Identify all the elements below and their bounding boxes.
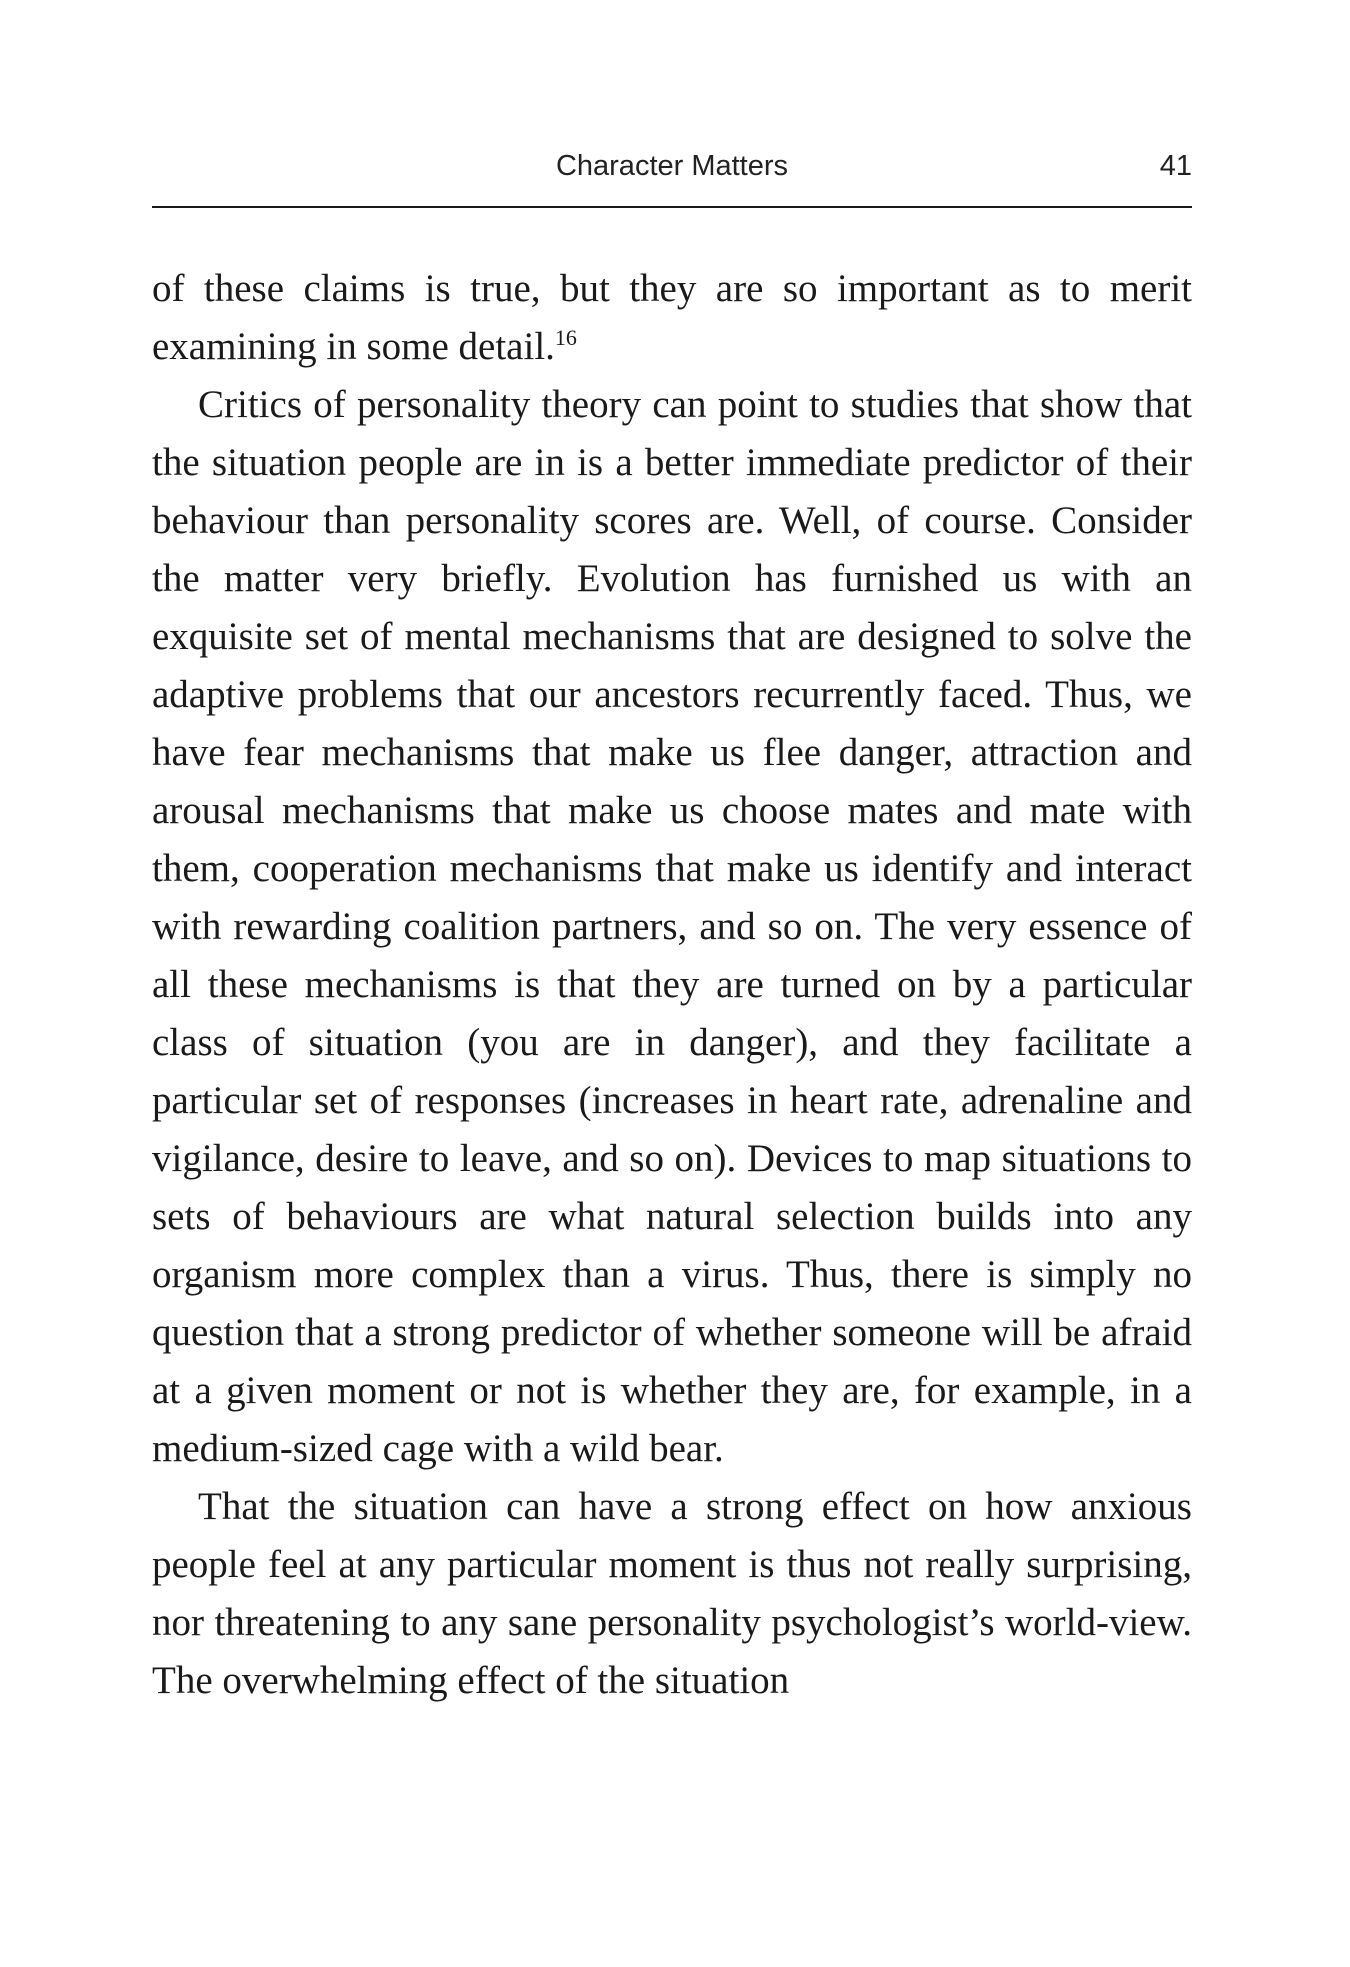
page-number: 41 xyxy=(1159,150,1192,182)
paragraph-1-text: of these claims is true, but they are so important as to merit examining in some detail. xyxy=(152,267,1192,368)
paragraph-2: Critics of personality theory can point to studies that show that the situation people are in is a better immediate predictor of their behaviour than personality scores are. Well, of course. Consider the matter very briefly. Evolution has furnished us with an exquisite set of mental mechanisms that are designed to solve the adaptive problems that our ancestors recurrently faced. Thus, we have fear mechanisms that make us flee danger, attraction and arousal mechanisms that make us choose mates and mate with them, cooperation mechanisms that make us identify and interact with rewarding coalition partners, and so on. The very essence of all these mechanisms is that they are turned on by a particular class of situation (you are in danger), and they facilitate a particular set of responses (increases in heart rate, adrenaline and vigilance, desire to leave, and so on). Devices to map situations to sets of behaviours are what natural selection builds into any organism more complex than a virus. Thus, there is simply no question that a strong predictor of whether someone will be afraid at a given moment or not is whether they are, for example, in a medium-sized cage with a wild bear. xyxy=(152,383,1192,1470)
footnote-reference[interactable]: 16 xyxy=(554,325,577,350)
running-head xyxy=(152,150,1192,190)
paragraph-3: That the situation can have a strong effect on how anxious people feel at any particular moment is thus not really surprising, nor threatening to any sane personality psychologist’s world-view. The overwhelming effect of the situation xyxy=(152,1485,1192,1702)
paragraph-1 xyxy=(152,260,1192,376)
header-rule xyxy=(152,206,1192,208)
body-text xyxy=(152,260,1192,1710)
running-title: Character Matters xyxy=(555,150,789,182)
